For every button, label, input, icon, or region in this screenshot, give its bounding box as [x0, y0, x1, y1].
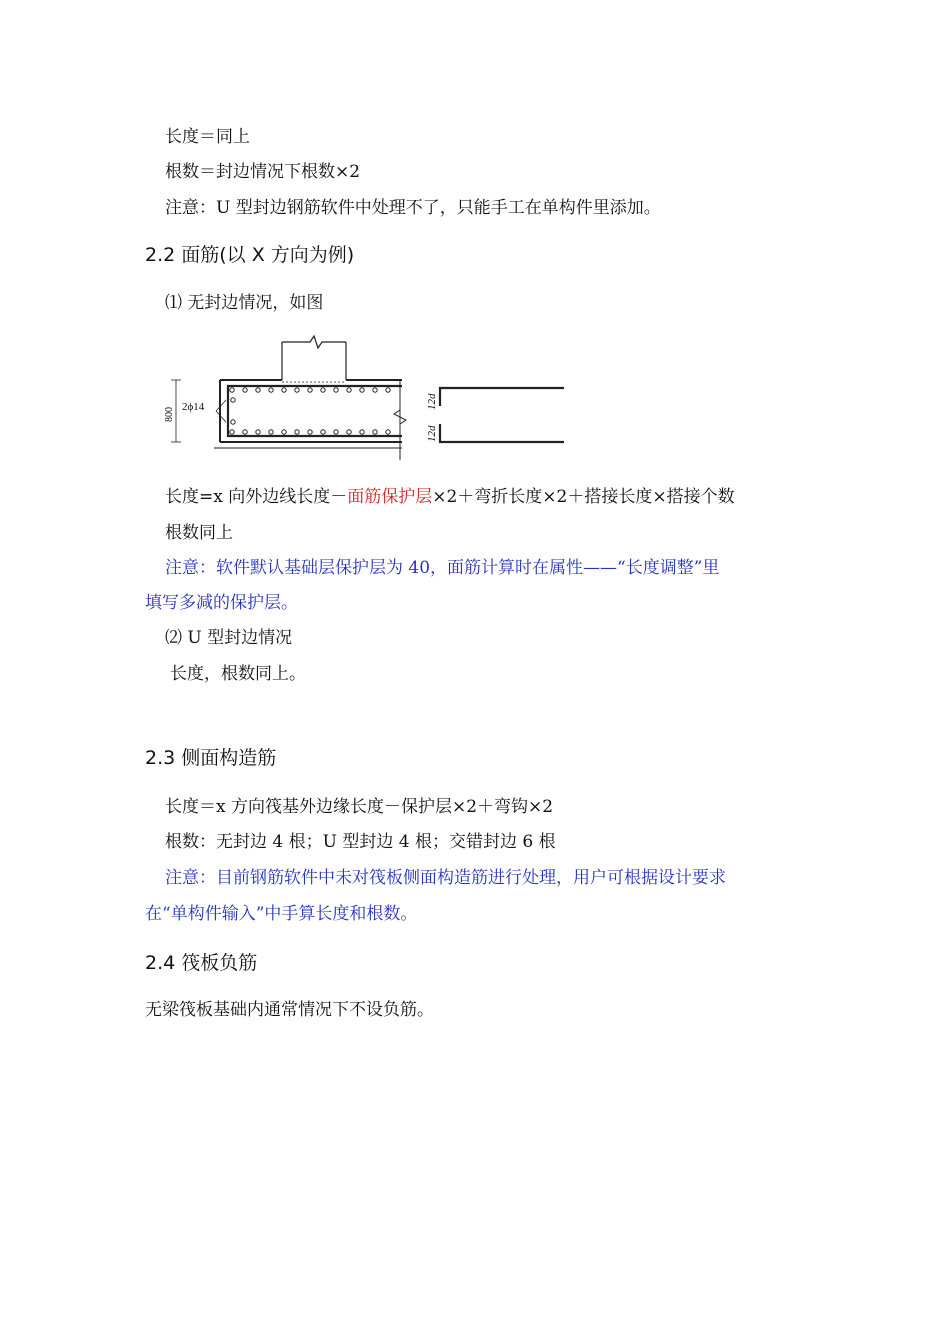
height-dimension: 800 [164, 407, 175, 422]
face-bar-note-line2: 填写多减的保护层。 [145, 593, 298, 613]
bar-label: 2ϕ14 [182, 401, 205, 413]
negative-bar-text: 无梁筏板基础内通常情况下不设负筋。 [145, 1000, 434, 1020]
case2-title: ⑵ U 型封边情况 [165, 628, 293, 648]
face-bar-note-line1: 注意：软件默认基础层保护层为 40，面筋计算时在属性——“长度调整”里 [165, 558, 720, 578]
length-suffix: ×2＋弯折长度×2＋搭接长度×搭接个数 [432, 487, 735, 507]
section-2-3-heading: 2.3 侧面构造筋 [145, 747, 277, 769]
note-u-edge: 注意：U 型封边钢筋软件中处理不了，只能手工在单构件里添加。 [165, 198, 661, 218]
hook-top-label: 12d [426, 393, 438, 410]
face-bar-length [165, 486, 735, 508]
side-bar-length: 长度＝x 方向筏基外边缘长度－保护层×2＋弯钩×2 [165, 797, 554, 817]
section-2-4-heading: 2.4 筏板负筋 [145, 952, 258, 974]
hook-bottom-label: 12d [426, 425, 438, 442]
case1-title: ⑴ 无封边情况，如图 [165, 293, 324, 313]
section-2-2-heading: 2.2 面筋(以 X 方向为例) [145, 244, 355, 266]
length-same-text: 长度＝同上 [165, 127, 250, 147]
length-prefix: 长度=x 向外边线长度－ [165, 487, 348, 507]
case2-text: 长度，根数同上。 [170, 664, 306, 684]
side-bar-note-line1: 注意：目前钢筋软件中未对筏板侧面构造筋进行处理，用户可根据设计要求 [165, 868, 726, 888]
side-bar-note-line2: 在“单构件输入”中手算长度和根数。 [145, 904, 418, 924]
side-bar-count: 根数：无封边 4 根；U 型封边 4 根；交错封边 6 根 [165, 832, 556, 852]
rebar-section-figure [160, 330, 580, 465]
face-cover-term: 面筋保护层 [347, 487, 433, 507]
face-bar-count: 根数同上 [165, 523, 233, 543]
count-text: 根数＝封边情况下根数×2 [165, 162, 361, 182]
